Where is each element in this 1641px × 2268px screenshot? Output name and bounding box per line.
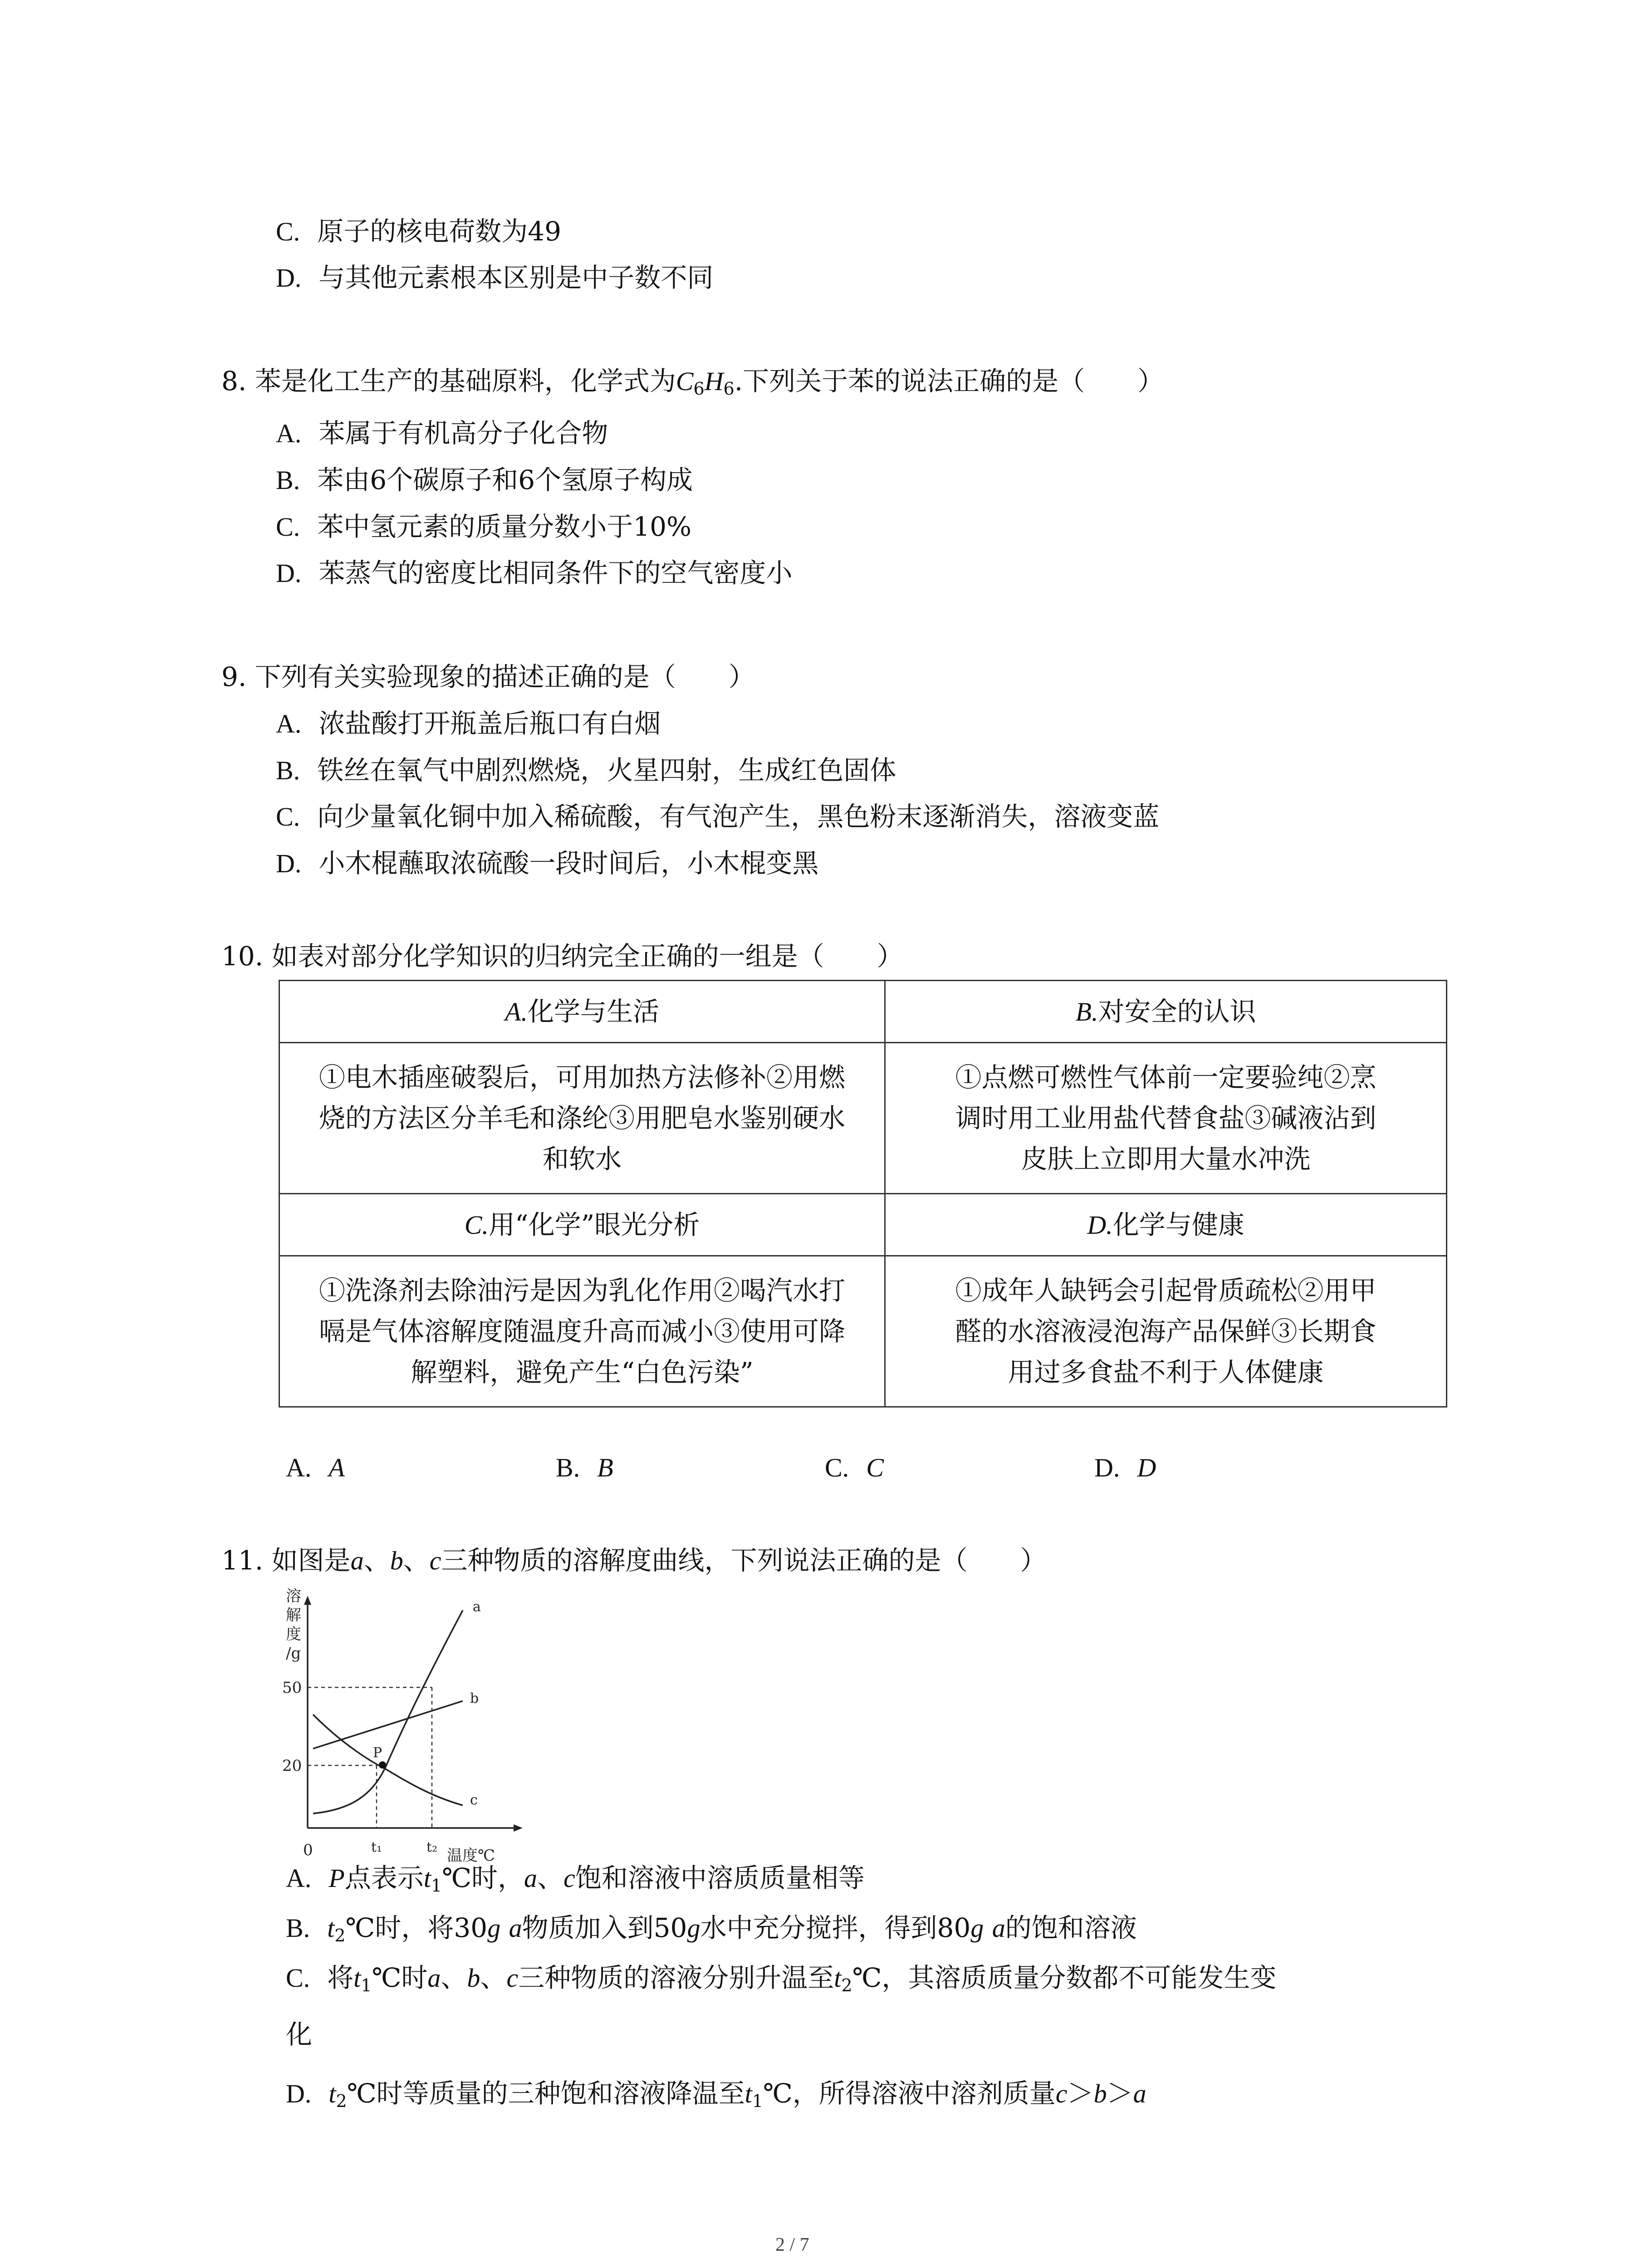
solubility-curve-figure: [272, 1583, 526, 1864]
q9-stem: 9. 下列有关实验现象的描述正确的是（ ）: [221, 661, 755, 692]
q10-stem: 10. 如表对部分化学知识的归纳完全正确的一组是（ ）: [221, 941, 903, 972]
table-cell-a: ①电木插座破裂后，可用加热方法修补②用燃 烧的方法区分羊毛和涤纶③用肥皂水鉴别硬水 和软水: [279, 1043, 885, 1194]
curve-c-label: c: [470, 1792, 478, 1808]
table-cell-d: ①成年人缺钙会引起骨质疏松②用甲 醛的水溶液浸泡海产品保鲜③长期食 用过多食盐不利于人体健康: [885, 1256, 1447, 1407]
curve-b-label: b: [470, 1691, 479, 1706]
knowledge-table: [279, 980, 1447, 1408]
y-label-2: 解: [286, 1606, 301, 1624]
q8-option-d: D. 苯蒸气的密度比相同条件下的空气密度小: [276, 557, 793, 588]
q11-option-c-wrap: 化: [286, 2019, 313, 2050]
q9-option-b: B. 铁丝在氧气中剧烈燃烧，火星四射，生成红色固体: [276, 755, 896, 786]
y-tick-50: 50: [282, 1679, 302, 1697]
point-p-label: P: [373, 1745, 382, 1761]
table-cell-c: ①洗涤剂去除油污是因为乳化作用②喝汽水打 嗝是气体溶解度随温度升高而减小③使用可降 解塑料，避免产生“白色污染”: [279, 1256, 885, 1407]
q11-option-a: A. P点表示$t_1℃$时，a、c饱和溶液中溶质质量相等: [286, 1862, 865, 1896]
table-head-c: C.用“化学”眼光分析: [279, 1194, 885, 1256]
y-axis-arrow-icon: [304, 1596, 311, 1605]
point-p: [379, 1761, 386, 1769]
q7-option-d: D. 与其他元素根本区别是中子数不同: [276, 262, 714, 293]
q11-option-b: B. $t_2℃$时，将30g a物质加入到50g水中充分搅拌，得到80g a的饱和溶液: [286, 1912, 1137, 1945]
y-label-3: 度: [286, 1625, 301, 1643]
q9-option-d: D. 小木棍蘸取浓硫酸一段时间后，小木棍变黑: [276, 848, 819, 879]
q10-option-d: D. D: [1094, 1453, 1156, 1482]
x-tick-t2: t₂: [426, 1839, 438, 1855]
q8-option-b: B. 苯由6个碳原子和6个氢原子构成: [276, 464, 693, 495]
q10-option-a: A. A: [286, 1453, 345, 1482]
q7-option-c: C. 原子的核电荷数为49: [276, 216, 561, 247]
q11-option-d: D. $t_2℃$时等质量的三种饱和溶液降温至$t_1℃$，所得溶液中溶剂质量c＞b＞a: [286, 2078, 1146, 2111]
q8-stem: 8. 苯是化工生产的基础原料，化学式为$C_6H_6$.下列关于苯的说法正确的是（ ）: [221, 366, 1164, 399]
y-tick-20: 20: [282, 1757, 302, 1775]
q10-option-b: B. B: [556, 1453, 613, 1482]
q9-option-a: A. 浓盐酸打开瓶盖后瓶口有白烟: [276, 708, 661, 739]
q8-option-a: A. 苯属于有机高分子化合物: [276, 418, 608, 449]
x-axis-arrow-icon: [514, 1824, 523, 1832]
q8-option-c: C. 苯中氢元素的质量分数小于10%: [276, 511, 692, 542]
q11-stem: 11. 如图是a、b、c三种物质的溶解度曲线，下列说法正确的是（ ）: [221, 1545, 1047, 1576]
curve-a-label: a: [473, 1599, 481, 1615]
table-head-a: A.化学与生活: [279, 981, 885, 1043]
page-number: 2 / 7: [775, 2234, 809, 2255]
y-label-1: 溶: [286, 1587, 301, 1605]
q10-option-c: C. C: [825, 1453, 884, 1482]
x-tick-t1: t₁: [371, 1839, 382, 1855]
y-label-4: /g: [286, 1644, 301, 1662]
curve-b: [313, 1701, 463, 1749]
q9-option-c: C. 向少量氧化铜中加入稀硫酸，有气泡产生，黑色粉末逐渐消失，溶液变蓝: [276, 801, 1160, 832]
curve-a: [313, 1610, 463, 1813]
x-axis-label: 温度℃: [447, 1847, 495, 1864]
origin-label: 0: [303, 1841, 313, 1859]
table-cell-b: ①点燃可燃性气体前一定要验纯②烹 调时用工业用盐代替食盐③碱液沾到 皮肤上立即用大量水冲洗: [885, 1043, 1447, 1194]
q11-option-c: C. 将$t_1℃$时a、b、c三种物质的溶液分别升温至$t_2℃$，其溶质质量分数都不可能发生变: [286, 1962, 1277, 1995]
table-head-b: B.对安全的认识: [885, 981, 1447, 1043]
table-head-d: D.化学与健康: [885, 1194, 1447, 1256]
